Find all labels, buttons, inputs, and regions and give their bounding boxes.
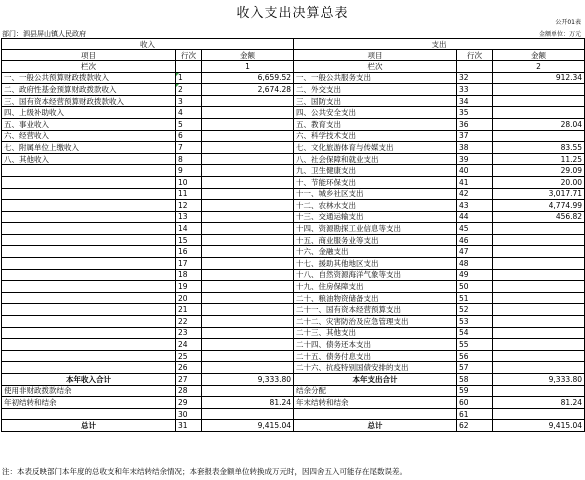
income-line: 22	[176, 316, 202, 328]
expense-item: 十七、援助其他地区支出	[294, 258, 457, 270]
expense-item: 十二、农林水支出	[294, 200, 457, 212]
income-line: 23	[176, 327, 202, 339]
table-totals	[2, 374, 585, 432]
header-row-column-numbers	[2, 61, 585, 72]
surplus-distribution-line: 59	[457, 385, 493, 397]
table-row	[2, 350, 585, 362]
income-line: 3	[176, 95, 202, 107]
begin-carryover-amount: 81.24	[202, 397, 294, 409]
expense-line: 57	[457, 362, 493, 374]
table-row	[2, 246, 585, 258]
income-item	[2, 362, 176, 374]
expense-line: 43	[457, 200, 493, 212]
expense-line: 38	[457, 142, 493, 154]
income-year-total-line: 27	[176, 374, 202, 386]
expense-line: 45	[457, 223, 493, 235]
non-fiscal-amount	[202, 385, 294, 397]
income-amount	[202, 118, 294, 130]
expense-grand-total-amount: 9,415.04	[493, 420, 585, 432]
income-item	[2, 200, 176, 212]
income-amount	[202, 246, 294, 258]
expense-amount: 28.04	[493, 118, 585, 130]
income-amount	[202, 327, 294, 339]
expense-item: 九、卫生健康支出	[294, 165, 457, 177]
income-section-header: 收入	[2, 39, 294, 50]
expense-line: 49	[457, 269, 493, 281]
income-amount	[202, 130, 294, 142]
income-line: 21	[176, 304, 202, 316]
expense-line: 42	[457, 188, 493, 200]
expense-amount: 3,017.71	[493, 188, 585, 200]
income-column-number: 1	[202, 61, 294, 72]
form-code: 公开01表	[555, 19, 581, 26]
expense-amount	[493, 84, 585, 96]
expense-item: 二、外交支出	[294, 84, 457, 96]
expense-grand-total-label: 总计	[294, 420, 457, 432]
expense-line: 33	[457, 84, 493, 96]
income-amount	[202, 188, 294, 200]
surplus-distribution-label: 结余分配	[294, 385, 457, 397]
header-row-section	[2, 39, 585, 50]
expense-amount	[493, 350, 585, 362]
expense-amount	[493, 362, 585, 374]
income-grand-total-label: 总计	[2, 420, 176, 432]
department-label: 部门：泗县屏山镇人民政府	[2, 30, 86, 38]
table-row	[2, 188, 585, 200]
income-line: 13	[176, 211, 202, 223]
expense-line: 56	[457, 350, 493, 362]
expense-amount	[493, 234, 585, 246]
expense-amount	[493, 339, 585, 351]
expense-line: 35	[457, 107, 493, 119]
expense-item: 十、节能环保支出	[294, 176, 457, 188]
blank-expense-item	[294, 408, 457, 420]
income-column-blank	[176, 61, 202, 72]
end-carryover-label: 年末结转和结余	[294, 397, 457, 409]
table-row	[2, 258, 585, 270]
income-amount	[202, 316, 294, 328]
expense-column-label: 栏次	[294, 61, 457, 72]
income-amount	[202, 200, 294, 212]
income-line: 2	[176, 84, 202, 96]
expense-item: 十一、城乡社区支出	[294, 188, 457, 200]
income-line: 26	[176, 362, 202, 374]
carryover-row	[2, 397, 585, 409]
expense-item: 三、国防支出	[294, 95, 457, 107]
income-line: 4	[176, 107, 202, 119]
expense-line: 40	[457, 165, 493, 177]
table-row	[2, 234, 585, 246]
expense-item: 二十二、灾害防治及应急管理支出	[294, 316, 457, 328]
income-item	[2, 281, 176, 293]
income-item: 四、上级补助收入	[2, 107, 176, 119]
begin-carryover-line: 29	[176, 397, 202, 409]
income-line: 14	[176, 223, 202, 235]
expense-line: 46	[457, 234, 493, 246]
expense-section-header: 支出	[294, 39, 585, 50]
table-row	[2, 269, 585, 281]
table-row	[2, 72, 585, 84]
non-fiscal-row	[2, 385, 585, 397]
income-item	[2, 269, 176, 281]
income-expense-table	[1, 38, 585, 432]
expense-line: 55	[457, 339, 493, 351]
income-line: 25	[176, 350, 202, 362]
income-amount	[202, 142, 294, 154]
income-line: 11	[176, 188, 202, 200]
expense-item: 二十、粮油物资储备支出	[294, 292, 457, 304]
income-item	[2, 350, 176, 362]
expense-line: 51	[457, 292, 493, 304]
income-line: 7	[176, 142, 202, 154]
blank-income-line: 30	[176, 408, 202, 420]
table-row	[2, 292, 585, 304]
income-grand-total-amount: 9,415.04	[202, 420, 294, 432]
income-amount	[202, 211, 294, 223]
expense-line: 32	[457, 72, 493, 84]
income-amount	[202, 223, 294, 235]
header-row-columns	[2, 50, 585, 61]
income-line: 6	[176, 130, 202, 142]
income-year-total-amount: 9,333.80	[202, 374, 294, 386]
income-amount	[202, 269, 294, 281]
table-row	[2, 339, 585, 351]
expense-line: 36	[457, 118, 493, 130]
income-item-header: 项目	[2, 50, 176, 61]
income-item	[2, 316, 176, 328]
income-line: 1	[176, 72, 202, 84]
expense-item: 十五、商业服务业等支出	[294, 234, 457, 246]
income-amount-header: 金额	[202, 50, 294, 61]
income-item: 五、事业收入	[2, 118, 176, 130]
table-row	[2, 130, 585, 142]
expense-amount	[493, 269, 585, 281]
expense-item: 八、社会保障和就业支出	[294, 153, 457, 165]
expense-amount: 20.00	[493, 176, 585, 188]
expense-amount-header: 金额	[493, 50, 585, 61]
income-item	[2, 176, 176, 188]
expense-line: 53	[457, 316, 493, 328]
expense-line: 37	[457, 130, 493, 142]
income-item: 一、一般公共预算财政拨款收入	[2, 72, 176, 84]
table-body	[2, 39, 585, 374]
expense-item: 十九、住房保障支出	[294, 281, 457, 293]
income-line-header: 行次	[176, 50, 202, 61]
expense-line: 44	[457, 211, 493, 223]
expense-line: 52	[457, 304, 493, 316]
income-amount	[202, 362, 294, 374]
expense-amount: 912.34	[493, 72, 585, 84]
expense-column-number: 2	[493, 61, 585, 72]
end-carryover-amount: 81.24	[493, 397, 585, 409]
income-item	[2, 211, 176, 223]
table-row	[2, 200, 585, 212]
grand-total-row	[2, 420, 585, 432]
table-row	[2, 176, 585, 188]
table-row	[2, 84, 585, 96]
income-item: 二、政府性基金预算财政拨款收入	[2, 84, 176, 96]
expense-item: 四、公共安全支出	[294, 107, 457, 119]
expense-line: 48	[457, 258, 493, 270]
expense-amount	[493, 107, 585, 119]
income-amount	[202, 165, 294, 177]
table-row	[2, 304, 585, 316]
income-line: 20	[176, 292, 202, 304]
expense-line: 47	[457, 246, 493, 258]
blank-income-item	[2, 408, 176, 420]
income-amount: 2,674.28	[202, 84, 294, 96]
expense-item: 一、一般公共服务支出	[294, 72, 457, 84]
expense-year-total-label: 本年支出合计	[294, 374, 457, 386]
non-fiscal-label: 使用非财政拨款结余	[2, 385, 176, 397]
income-line: 5	[176, 118, 202, 130]
expense-item: 六、科学技术支出	[294, 130, 457, 142]
begin-carryover-label: 年初结转和结余	[2, 397, 176, 409]
blank-expense-amount	[493, 408, 585, 420]
income-line: 19	[176, 281, 202, 293]
table-row	[2, 165, 585, 177]
expense-column-blank	[457, 61, 493, 72]
income-line: 9	[176, 165, 202, 177]
table-row	[2, 118, 585, 130]
income-amount	[202, 258, 294, 270]
table-row	[2, 362, 585, 374]
surplus-distribution-amount	[493, 385, 585, 397]
expense-amount	[493, 327, 585, 339]
table-row	[2, 142, 585, 154]
table-row	[2, 281, 585, 293]
expense-line: 39	[457, 153, 493, 165]
blank-expense-line: 61	[457, 408, 493, 420]
income-amount	[202, 153, 294, 165]
expense-amount	[493, 258, 585, 270]
expense-amount: 4,774.99	[493, 200, 585, 212]
year-total-row	[2, 374, 585, 386]
income-amount	[202, 234, 294, 246]
expense-amount: 83.55	[493, 142, 585, 154]
blank-income-amount	[202, 408, 294, 420]
expense-item: 五、教育支出	[294, 118, 457, 130]
blank-row	[2, 408, 585, 420]
expense-item: 二十三、其他支出	[294, 327, 457, 339]
income-line: 16	[176, 246, 202, 258]
table-row	[2, 95, 585, 107]
expense-amount	[493, 316, 585, 328]
expense-item: 十四、资源勘探工业信息等支出	[294, 223, 457, 235]
report-title: 收入支出决算总表	[236, 6, 349, 21]
expense-amount	[493, 304, 585, 316]
table-row	[2, 316, 585, 328]
unit-label: 金额单位：万元	[538, 31, 581, 38]
income-item: 八、其他收入	[2, 153, 176, 165]
income-line: 10	[176, 176, 202, 188]
income-item	[2, 188, 176, 200]
non-fiscal-line: 28	[176, 385, 202, 397]
income-amount	[202, 176, 294, 188]
income-grand-total-line: 31	[176, 420, 202, 432]
expense-year-total-line: 58	[457, 374, 493, 386]
income-amount	[202, 304, 294, 316]
expense-item-header: 项目	[294, 50, 457, 61]
income-item: 三、国有资本经营预算财政拨款收入	[2, 95, 176, 107]
end-carryover-line: 60	[457, 397, 493, 409]
expense-amount	[493, 223, 585, 235]
income-line: 15	[176, 234, 202, 246]
table-row	[2, 153, 585, 165]
income-line: 12	[176, 200, 202, 212]
income-item	[2, 234, 176, 246]
income-amount	[202, 107, 294, 119]
expense-amount: 11.25	[493, 153, 585, 165]
income-item	[2, 327, 176, 339]
expense-item: 十三、交通运输支出	[294, 211, 457, 223]
income-amount	[202, 95, 294, 107]
expense-line: 34	[457, 95, 493, 107]
income-line: 17	[176, 258, 202, 270]
expense-item: 十八、自然资源海洋气象等支出	[294, 269, 457, 281]
expense-item: 七、文化旅游体育与传媒支出	[294, 142, 457, 154]
expense-line-header: 行次	[457, 50, 493, 61]
income-item: 六、经营收入	[2, 130, 176, 142]
income-year-total-label: 本年收入合计	[2, 374, 176, 386]
income-item	[2, 304, 176, 316]
income-item: 七、附属单位上缴收入	[2, 142, 176, 154]
income-item	[2, 292, 176, 304]
expense-amount: 456.82	[493, 211, 585, 223]
income-item	[2, 246, 176, 258]
income-line: 24	[176, 339, 202, 351]
table-row	[2, 107, 585, 119]
income-amount	[202, 339, 294, 351]
table-row	[2, 327, 585, 339]
table-row	[2, 211, 585, 223]
expense-grand-total-line: 62	[457, 420, 493, 432]
expense-amount	[493, 292, 585, 304]
expense-item: 二十六、抗疫特别国债安排的支出	[294, 362, 457, 374]
footnote: 注：本表反映部门本年度的总收支和年末结转结余情况；本套报表金额单位转换成万元时，因四舍五入可能存在尾数误差。	[2, 467, 407, 476]
expense-amount: 29.09	[493, 165, 585, 177]
income-item	[2, 258, 176, 270]
income-column-label: 栏次	[2, 61, 176, 72]
expense-amount	[493, 281, 585, 293]
income-line: 18	[176, 269, 202, 281]
income-item	[2, 165, 176, 177]
expense-item: 十六、金融支出	[294, 246, 457, 258]
table-row	[2, 223, 585, 235]
expense-item: 二十四、债务还本支出	[294, 339, 457, 351]
income-amount: 6,659.52	[202, 72, 294, 84]
expense-amount	[493, 95, 585, 107]
expense-item: 二十一、国有资本经营预算支出	[294, 304, 457, 316]
income-line: 8	[176, 153, 202, 165]
expense-amount	[493, 246, 585, 258]
income-amount	[202, 281, 294, 293]
expense-item: 二十五、债务付息支出	[294, 350, 457, 362]
income-amount	[202, 292, 294, 304]
income-item	[2, 339, 176, 351]
income-item	[2, 223, 176, 235]
expense-line: 54	[457, 327, 493, 339]
expense-line: 50	[457, 281, 493, 293]
income-amount	[202, 350, 294, 362]
expense-year-total-amount: 9,333.80	[493, 374, 585, 386]
expense-line: 41	[457, 176, 493, 188]
expense-amount	[493, 130, 585, 142]
